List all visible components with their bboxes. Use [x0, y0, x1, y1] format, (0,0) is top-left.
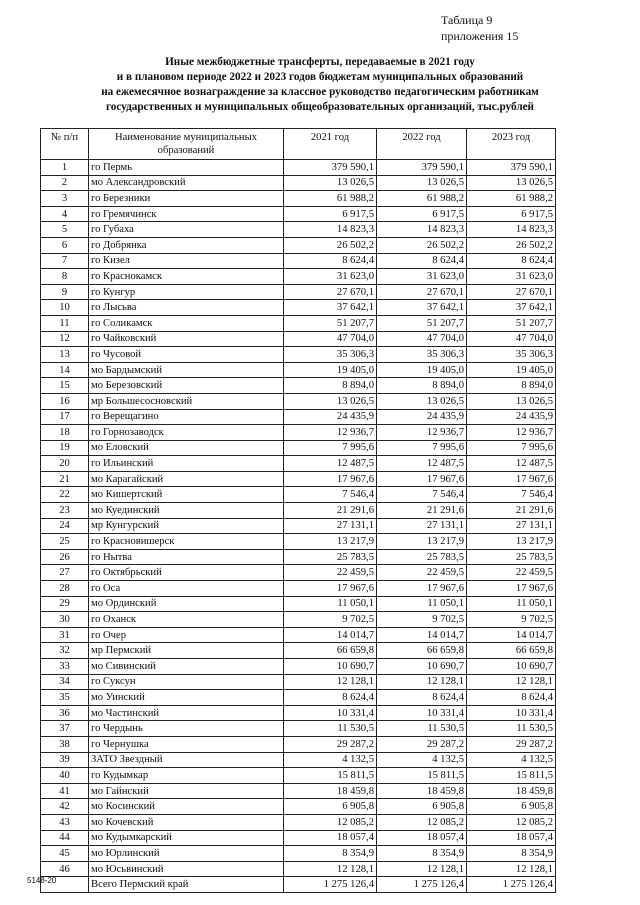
municipality-name: мо Юсьвинский [89, 861, 284, 877]
table-row [41, 518, 556, 534]
value-2023: 6 917,5 [467, 206, 556, 222]
row-number: 7 [41, 253, 89, 269]
value-2021: 27 131,1 [284, 518, 377, 534]
table-row [41, 674, 556, 690]
table-row [41, 690, 556, 706]
value-2021: 9 702,5 [284, 612, 377, 628]
table-row [41, 253, 556, 269]
value-2021: 6 917,5 [284, 206, 377, 222]
row-number: 41 [41, 783, 89, 799]
value-2021: 24 435,9 [284, 409, 377, 425]
value-2021: 21 291,6 [284, 503, 377, 519]
table-reference [441, 12, 518, 44]
row-number: 33 [41, 659, 89, 675]
value-2021: 12 936,7 [284, 425, 377, 441]
value-2022: 26 502,2 [377, 237, 467, 253]
table-row [41, 393, 556, 409]
row-number: 40 [41, 768, 89, 784]
row-number: 5 [41, 222, 89, 238]
table-row [41, 284, 556, 300]
municipality-name: го Пермь [89, 160, 284, 176]
value-2021: 8 624,4 [284, 690, 377, 706]
value-2022: 12 085,2 [377, 814, 467, 830]
row-number: 1 [41, 160, 89, 176]
value-2022: 22 459,5 [377, 565, 467, 581]
value-2021: 61 988,2 [284, 191, 377, 207]
municipality-name: го Оханск [89, 612, 284, 628]
municipality-name: го Ильинский [89, 456, 284, 472]
value-2023: 18 459,8 [467, 783, 556, 799]
municipality-name: го Чернушка [89, 736, 284, 752]
row-number: 44 [41, 830, 89, 846]
table-row [41, 814, 556, 830]
value-2021: 22 459,5 [284, 565, 377, 581]
municipality-name: го Кизел [89, 253, 284, 269]
row-number: 22 [41, 487, 89, 503]
value-2023: 7 995,6 [467, 440, 556, 456]
table-row [41, 378, 556, 394]
value-2023: 14 014,7 [467, 627, 556, 643]
row-number: 24 [41, 518, 89, 534]
value-2023: 9 702,5 [467, 612, 556, 628]
row-number: 20 [41, 456, 89, 472]
value-2023: 66 659,8 [467, 643, 556, 659]
municipality-name: мо Куединский [89, 503, 284, 519]
municipality-name: го Верещагино [89, 409, 284, 425]
municipality-name: мо Юрлинский [89, 846, 284, 862]
municipality-name: Всего Пермский край [89, 877, 284, 893]
table-row [41, 315, 556, 331]
table-row [41, 425, 556, 441]
table-row [41, 160, 556, 176]
municipality-name: го Чердынь [89, 721, 284, 737]
title-line-1: Иные межбюджетные трансферты, передаваемые в 2021 году [165, 56, 475, 68]
value-2021: 15 811,5 [284, 768, 377, 784]
value-2021: 18 057,4 [284, 830, 377, 846]
value-2023: 6 905,8 [467, 799, 556, 815]
title-line-3: на ежемесячное вознаграждение за классное руководство педагогическим работникам [101, 86, 539, 98]
table-row [41, 191, 556, 207]
value-2022: 35 306,3 [377, 347, 467, 363]
row-number: 43 [41, 814, 89, 830]
value-2021: 29 287,2 [284, 736, 377, 752]
row-number: 11 [41, 315, 89, 331]
table-row [41, 206, 556, 222]
value-2022: 13 217,9 [377, 534, 467, 550]
municipality-name: го Гремячинск [89, 206, 284, 222]
value-2022: 29 287,2 [377, 736, 467, 752]
table-row [41, 456, 556, 472]
value-2021: 37 642,1 [284, 300, 377, 316]
municipality-name: мо Кочевский [89, 814, 284, 830]
document-title [40, 55, 600, 115]
table-row [41, 565, 556, 581]
value-2022: 14 014,7 [377, 627, 467, 643]
value-2023: 31 623,0 [467, 269, 556, 285]
table-row [41, 409, 556, 425]
row-number: 25 [41, 534, 89, 550]
row-number: 28 [41, 581, 89, 597]
row-number: 8 [41, 269, 89, 285]
municipality-name: го Суксун [89, 674, 284, 690]
table-row [41, 768, 556, 784]
value-2022: 25 783,5 [377, 549, 467, 565]
value-2023: 37 642,1 [467, 300, 556, 316]
table-row [41, 705, 556, 721]
value-2021: 10 690,7 [284, 659, 377, 675]
row-number: 35 [41, 690, 89, 706]
municipality-name: го Губаха [89, 222, 284, 238]
value-2022: 12 128,1 [377, 674, 467, 690]
value-2022: 19 405,0 [377, 362, 467, 378]
value-2021: 13 026,5 [284, 393, 377, 409]
document-code: 5148-20 [27, 876, 57, 885]
value-2021: 7 546,4 [284, 487, 377, 503]
value-2022: 18 459,8 [377, 783, 467, 799]
value-2023: 12 487,5 [467, 456, 556, 472]
value-2021: 12 487,5 [284, 456, 377, 472]
value-2022: 27 670,1 [377, 284, 467, 300]
value-2023: 11 530,5 [467, 721, 556, 737]
table-number: Таблица 9 [441, 13, 493, 27]
value-2023: 1 275 126,4 [467, 877, 556, 893]
row-number: 29 [41, 596, 89, 612]
value-2021: 4 132,5 [284, 752, 377, 768]
value-2022: 13 026,5 [377, 393, 467, 409]
table-row [41, 721, 556, 737]
table-row [41, 783, 556, 799]
table-row [41, 612, 556, 628]
row-number: 3 [41, 191, 89, 207]
row-number: 34 [41, 674, 89, 690]
table-row [41, 846, 556, 862]
value-2022: 12 128,1 [377, 861, 467, 877]
municipality-name: мо Еловский [89, 440, 284, 456]
value-2022: 6 905,8 [377, 799, 467, 815]
municipality-name: го Кунгур [89, 284, 284, 300]
total-row [41, 877, 556, 893]
table-row [41, 752, 556, 768]
row-number: 36 [41, 705, 89, 721]
value-2021: 26 502,2 [284, 237, 377, 253]
row-number: 39 [41, 752, 89, 768]
value-2022: 12 487,5 [377, 456, 467, 472]
row-number: 21 [41, 471, 89, 487]
value-2023: 18 057,4 [467, 830, 556, 846]
value-2021: 27 670,1 [284, 284, 377, 300]
value-2023: 25 783,5 [467, 549, 556, 565]
value-2023: 26 502,2 [467, 237, 556, 253]
row-number: 15 [41, 378, 89, 394]
municipality-name: го Октябрьский [89, 565, 284, 581]
value-2021: 14 014,7 [284, 627, 377, 643]
row-number: 45 [41, 846, 89, 862]
value-2021: 12 085,2 [284, 814, 377, 830]
value-2023: 27 131,1 [467, 518, 556, 534]
value-2023: 19 405,0 [467, 362, 556, 378]
municipality-name: мо Березовский [89, 378, 284, 394]
value-2021: 12 128,1 [284, 674, 377, 690]
row-number: 31 [41, 627, 89, 643]
value-2023: 29 287,2 [467, 736, 556, 752]
title-line-4: государственных и муниципальных общеобразовательных организаций, тыс.рублей [105, 101, 535, 113]
table-row [41, 175, 556, 191]
value-2023: 8 624,4 [467, 690, 556, 706]
municipality-name: го Добрянка [89, 237, 284, 253]
header-2023: 2023 год [467, 129, 556, 160]
value-2021: 66 659,8 [284, 643, 377, 659]
value-2023: 379 590,1 [467, 160, 556, 176]
header-municipality: Наименование муниципальных образований [89, 129, 284, 160]
row-number: 18 [41, 425, 89, 441]
row-number: 32 [41, 643, 89, 659]
table-row [41, 659, 556, 675]
row-number: 38 [41, 736, 89, 752]
municipality-name: мо Гайнский [89, 783, 284, 799]
value-2022: 8 624,4 [377, 253, 467, 269]
value-2023: 8 624,4 [467, 253, 556, 269]
value-2021: 379 590,1 [284, 160, 377, 176]
value-2023: 12 128,1 [467, 861, 556, 877]
value-2021: 18 459,8 [284, 783, 377, 799]
value-2023: 13 026,5 [467, 393, 556, 409]
value-2023: 47 704,0 [467, 331, 556, 347]
table-row [41, 503, 556, 519]
table-row [41, 861, 556, 877]
municipality-name: мо Кишертский [89, 487, 284, 503]
value-2021: 13 217,9 [284, 534, 377, 550]
table-row [41, 736, 556, 752]
value-2022: 11 530,5 [377, 721, 467, 737]
table-header-row [41, 129, 556, 160]
value-2021: 7 995,6 [284, 440, 377, 456]
municipality-name: го Оса [89, 581, 284, 597]
value-2021: 12 128,1 [284, 861, 377, 877]
value-2023: 15 811,5 [467, 768, 556, 784]
row-number: 16 [41, 393, 89, 409]
municipality-name: мо Кудымкарский [89, 830, 284, 846]
table-row [41, 222, 556, 238]
row-number: 30 [41, 612, 89, 628]
value-2022: 7 546,4 [377, 487, 467, 503]
value-2023: 13 217,9 [467, 534, 556, 550]
value-2021: 25 783,5 [284, 549, 377, 565]
value-2021: 35 306,3 [284, 347, 377, 363]
municipality-name: го Березники [89, 191, 284, 207]
value-2023: 27 670,1 [467, 284, 556, 300]
value-2022: 12 936,7 [377, 425, 467, 441]
value-2023: 61 988,2 [467, 191, 556, 207]
title-line-2: и в плановом периоде 2022 и 2023 годов бюджетам муниципальных образований [116, 71, 524, 83]
municipality-name: го Чайковский [89, 331, 284, 347]
municipality-name: го Очер [89, 627, 284, 643]
municipality-name: го Чусовой [89, 347, 284, 363]
value-2023: 11 050,1 [467, 596, 556, 612]
value-2022: 10 331,4 [377, 705, 467, 721]
value-2022: 31 623,0 [377, 269, 467, 285]
value-2023: 10 690,7 [467, 659, 556, 675]
value-2022: 1 275 126,4 [377, 877, 467, 893]
table-row [41, 362, 556, 378]
value-2023: 12 936,7 [467, 425, 556, 441]
municipality-name: го Лысьва [89, 300, 284, 316]
value-2022: 13 026,5 [377, 175, 467, 191]
value-2023: 14 823,3 [467, 222, 556, 238]
municipality-name: мо Уинский [89, 690, 284, 706]
header-2022: 2022 год [377, 129, 467, 160]
value-2022: 17 967,6 [377, 581, 467, 597]
value-2021: 1 275 126,4 [284, 877, 377, 893]
table-row [41, 830, 556, 846]
table-row [41, 300, 556, 316]
municipality-name: го Краснокамск [89, 269, 284, 285]
value-2021: 8 354,9 [284, 846, 377, 862]
value-2023: 24 435,9 [467, 409, 556, 425]
row-number: 37 [41, 721, 89, 737]
value-2021: 10 331,4 [284, 705, 377, 721]
value-2022: 17 967,6 [377, 471, 467, 487]
row-number: 13 [41, 347, 89, 363]
value-2023: 12 085,2 [467, 814, 556, 830]
row-number: 46 [41, 861, 89, 877]
value-2022: 15 811,5 [377, 768, 467, 784]
value-2021: 8 624,4 [284, 253, 377, 269]
value-2023: 13 026,5 [467, 175, 556, 191]
value-2022: 8 354,9 [377, 846, 467, 862]
value-2021: 11 530,5 [284, 721, 377, 737]
value-2021: 19 405,0 [284, 362, 377, 378]
value-2022: 51 207,7 [377, 315, 467, 331]
value-2023: 51 207,7 [467, 315, 556, 331]
value-2022: 21 291,6 [377, 503, 467, 519]
appendix-number: приложения 15 [441, 29, 519, 43]
value-2023: 17 967,6 [467, 581, 556, 597]
value-2022: 379 590,1 [377, 160, 467, 176]
value-2022: 4 132,5 [377, 752, 467, 768]
municipality-name: мо Косинский [89, 799, 284, 815]
header-2021: 2021 год [284, 129, 377, 160]
value-2021: 6 905,8 [284, 799, 377, 815]
table-row [41, 347, 556, 363]
value-2022: 8 894,0 [377, 378, 467, 394]
transfers-table [40, 128, 556, 893]
row-number: 4 [41, 206, 89, 222]
value-2021: 51 207,7 [284, 315, 377, 331]
table-body [41, 160, 556, 893]
table-row [41, 799, 556, 815]
municipality-name: го Нытва [89, 549, 284, 565]
value-2021: 8 894,0 [284, 378, 377, 394]
value-2023: 7 546,4 [467, 487, 556, 503]
row-number: 42 [41, 799, 89, 815]
value-2022: 66 659,8 [377, 643, 467, 659]
value-2022: 47 704,0 [377, 331, 467, 347]
row-number: 19 [41, 440, 89, 456]
value-2022: 10 690,7 [377, 659, 467, 675]
value-2022: 61 988,2 [377, 191, 467, 207]
municipality-name: мо Ординский [89, 596, 284, 612]
value-2022: 24 435,9 [377, 409, 467, 425]
table-row [41, 627, 556, 643]
value-2022: 8 624,4 [377, 690, 467, 706]
table-row [41, 596, 556, 612]
table-row [41, 331, 556, 347]
value-2022: 9 702,5 [377, 612, 467, 628]
value-2022: 37 642,1 [377, 300, 467, 316]
table-row [41, 269, 556, 285]
value-2023: 21 291,6 [467, 503, 556, 519]
row-number: 17 [41, 409, 89, 425]
value-2023: 35 306,3 [467, 347, 556, 363]
value-2023: 17 967,6 [467, 471, 556, 487]
row-number: 27 [41, 565, 89, 581]
value-2021: 17 967,6 [284, 581, 377, 597]
municipality-name: мо Александровский [89, 175, 284, 191]
table-row [41, 471, 556, 487]
municipality-name: мр Большесосновский [89, 393, 284, 409]
row-number: 9 [41, 284, 89, 300]
row-number: 14 [41, 362, 89, 378]
table-row [41, 549, 556, 565]
value-2021: 31 623,0 [284, 269, 377, 285]
value-2021: 17 967,6 [284, 471, 377, 487]
row-number: 12 [41, 331, 89, 347]
value-2021: 47 704,0 [284, 331, 377, 347]
value-2022: 6 917,5 [377, 206, 467, 222]
municipality-name: го Соликамск [89, 315, 284, 331]
header-number: № п/п [41, 129, 89, 160]
table-row [41, 440, 556, 456]
value-2022: 11 050,1 [377, 596, 467, 612]
value-2023: 4 132,5 [467, 752, 556, 768]
value-2023: 10 331,4 [467, 705, 556, 721]
value-2023: 8 354,9 [467, 846, 556, 862]
municipality-name: мо Бардымский [89, 362, 284, 378]
table-row [41, 487, 556, 503]
value-2021: 11 050,1 [284, 596, 377, 612]
municipality-name: мо Сивинский [89, 659, 284, 675]
value-2023: 12 128,1 [467, 674, 556, 690]
table-row [41, 534, 556, 550]
value-2023: 22 459,5 [467, 565, 556, 581]
value-2022: 14 823,3 [377, 222, 467, 238]
table-row [41, 643, 556, 659]
row-number: 6 [41, 237, 89, 253]
municipality-name: го Горнозаводск [89, 425, 284, 441]
value-2022: 18 057,4 [377, 830, 467, 846]
municipality-name: го Кудымкар [89, 768, 284, 784]
value-2021: 13 026,5 [284, 175, 377, 191]
value-2022: 7 995,6 [377, 440, 467, 456]
table-row [41, 237, 556, 253]
municipality-name: го Красновишерск [89, 534, 284, 550]
value-2023: 8 894,0 [467, 378, 556, 394]
municipality-name: мр Пермский [89, 643, 284, 659]
row-number: 23 [41, 503, 89, 519]
row-number: 10 [41, 300, 89, 316]
row-number: 2 [41, 175, 89, 191]
municipality-name: мо Карагайский [89, 471, 284, 487]
value-2021: 14 823,3 [284, 222, 377, 238]
row-number: 26 [41, 549, 89, 565]
municipality-name: мр Кунгурский [89, 518, 284, 534]
municipality-name: ЗАТО Звездный [89, 752, 284, 768]
value-2022: 27 131,1 [377, 518, 467, 534]
municipality-name: мо Частинский [89, 705, 284, 721]
table-row [41, 581, 556, 597]
